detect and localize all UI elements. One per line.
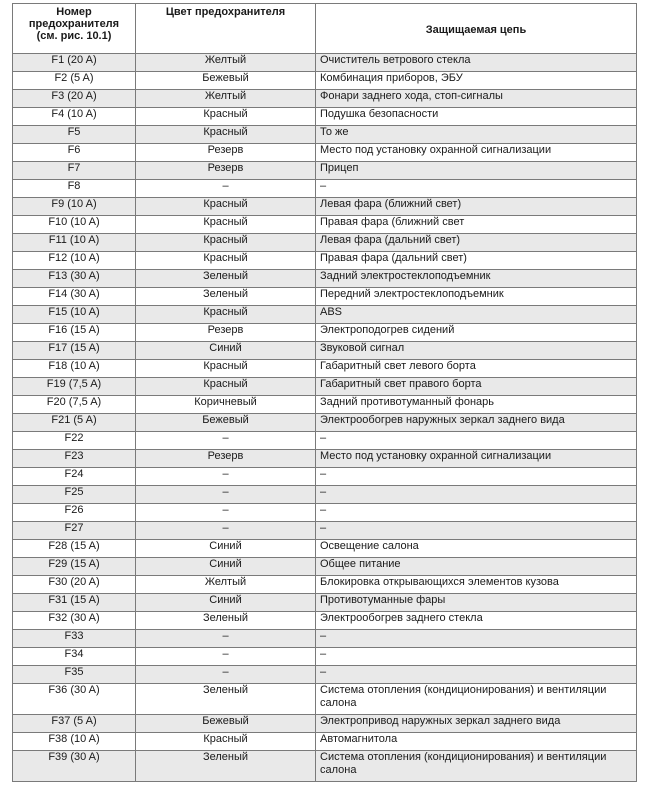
fuse-number-cell: F21 (5 A) <box>13 414 136 432</box>
protected-circuit-cell: Очиститель ветрового стекла <box>316 54 637 72</box>
table-row <box>13 414 637 432</box>
fuse-number-cell: F29 (15 A) <box>13 558 136 576</box>
protected-circuit-cell: Система отопления (кондиционирования) и вентиляции салона <box>316 751 637 782</box>
protected-circuit-cell: – <box>316 648 637 666</box>
fuse-color-cell: Красный <box>136 108 316 126</box>
fuse-number-cell: F38 (10 A) <box>13 733 136 751</box>
table-row <box>13 715 637 733</box>
table-body <box>13 54 637 782</box>
table-row <box>13 540 637 558</box>
fuse-number-cell: F19 (7,5 A) <box>13 378 136 396</box>
table-row <box>13 234 637 252</box>
fuse-number-cell: F8 <box>13 180 136 198</box>
fuse-color-cell: Зеленый <box>136 288 316 306</box>
fuse-number-cell: F15 (10 A) <box>13 306 136 324</box>
fuse-number-cell: F33 <box>13 630 136 648</box>
fuse-number-cell: F37 (5 A) <box>13 715 136 733</box>
protected-circuit-cell: Левая фара (ближний свет) <box>316 198 637 216</box>
protected-circuit-cell: ABS <box>316 306 637 324</box>
protected-circuit-cell: Габаритный свет правого борта <box>316 378 637 396</box>
protected-circuit-cell: Противотуманные фары <box>316 594 637 612</box>
protected-circuit-cell: Задний электростеклоподъемник <box>316 270 637 288</box>
protected-circuit-cell: Блокировка открывающихся элементов кузова <box>316 576 637 594</box>
table-row <box>13 522 637 540</box>
fuse-number-cell: F13 (30 A) <box>13 270 136 288</box>
fuse-color-cell: – <box>136 432 316 450</box>
fuse-color-cell: Красный <box>136 378 316 396</box>
fuse-number-cell: F32 (30 A) <box>13 612 136 630</box>
table-row <box>13 252 637 270</box>
fuse-number-cell: F12 (10 A) <box>13 252 136 270</box>
fuse-number-cell: F27 <box>13 522 136 540</box>
fuse-number-cell: F4 (10 A) <box>13 108 136 126</box>
table-row <box>13 306 637 324</box>
fuse-color-cell: Желтый <box>136 576 316 594</box>
fuse-color-cell: Красный <box>136 126 316 144</box>
protected-circuit-cell: – <box>316 486 637 504</box>
fuse-color-cell: – <box>136 522 316 540</box>
table-row <box>13 342 637 360</box>
protected-circuit-cell: Подушка безопасности <box>316 108 637 126</box>
fuse-number-cell: F35 <box>13 666 136 684</box>
table-row <box>13 324 637 342</box>
fuse-color-cell: Желтый <box>136 90 316 108</box>
table-row <box>13 684 637 715</box>
fuse-color-cell: – <box>136 468 316 486</box>
table-row <box>13 288 637 306</box>
protected-circuit-cell: Электроподогрев сидений <box>316 324 637 342</box>
fuse-number-cell: F26 <box>13 504 136 522</box>
header-fuse-color: Цвет предохранителя <box>136 4 316 54</box>
protected-circuit-cell: Габаритный свет левого борта <box>316 360 637 378</box>
protected-circuit-cell: – <box>316 522 637 540</box>
protected-circuit-cell: Место под установку охранной сигнализации <box>316 144 637 162</box>
fuse-number-cell: F11 (10 A) <box>13 234 136 252</box>
fuse-number-cell: F7 <box>13 162 136 180</box>
fuse-color-cell: Бежевый <box>136 414 316 432</box>
fuse-color-cell: Красный <box>136 360 316 378</box>
table-row <box>13 504 637 522</box>
fuse-color-cell: – <box>136 648 316 666</box>
protected-circuit-cell: – <box>316 630 637 648</box>
table-row <box>13 54 637 72</box>
table-row <box>13 162 637 180</box>
fuse-color-cell: Красный <box>136 234 316 252</box>
fuse-color-cell: Резерв <box>136 144 316 162</box>
fuse-color-cell: – <box>136 630 316 648</box>
fuse-color-cell: Зеленый <box>136 612 316 630</box>
fuse-number-cell: F20 (7,5 A) <box>13 396 136 414</box>
fuse-color-cell: Резерв <box>136 324 316 342</box>
table-row <box>13 612 637 630</box>
protected-circuit-cell: Правая фара (дальний свет) <box>316 252 637 270</box>
fuse-color-cell: Резерв <box>136 450 316 468</box>
table-row <box>13 648 637 666</box>
protected-circuit-cell: Правая фара (ближний свет <box>316 216 637 234</box>
fuse-number-cell: F17 (15 A) <box>13 342 136 360</box>
protected-circuit-cell: – <box>316 432 637 450</box>
fuse-color-cell: Синий <box>136 540 316 558</box>
fuse-color-cell: Красный <box>136 198 316 216</box>
table-row <box>13 751 637 782</box>
protected-circuit-cell: – <box>316 666 637 684</box>
fuse-color-cell: – <box>136 486 316 504</box>
table-row <box>13 198 637 216</box>
table-row <box>13 450 637 468</box>
fuse-color-cell: Зеленый <box>136 270 316 288</box>
fuse-color-cell: Зеленый <box>136 684 316 715</box>
fuse-number-cell: F2 (5 A) <box>13 72 136 90</box>
fuse-color-cell: Красный <box>136 216 316 234</box>
fuse-number-cell: F31 (15 A) <box>13 594 136 612</box>
fuse-number-cell: F18 (10 A) <box>13 360 136 378</box>
table-row <box>13 630 637 648</box>
fuse-number-cell: F9 (10 A) <box>13 198 136 216</box>
fuse-color-cell: Синий <box>136 558 316 576</box>
fuse-color-cell: – <box>136 504 316 522</box>
fuse-color-cell: – <box>136 666 316 684</box>
fuse-number-cell: F25 <box>13 486 136 504</box>
table-row <box>13 468 637 486</box>
fuse-color-cell: Коричневый <box>136 396 316 414</box>
fuse-number-cell: F3 (20 A) <box>13 90 136 108</box>
table-row <box>13 594 637 612</box>
fuse-number-cell: F1 (20 A) <box>13 54 136 72</box>
table-row <box>13 360 637 378</box>
fuse-color-cell: Красный <box>136 252 316 270</box>
fuse-color-cell: Красный <box>136 306 316 324</box>
table-row <box>13 216 637 234</box>
protected-circuit-cell: Освещение салона <box>316 540 637 558</box>
table-row <box>13 486 637 504</box>
table-row <box>13 144 637 162</box>
table-row <box>13 396 637 414</box>
fuse-number-cell: F22 <box>13 432 136 450</box>
protected-circuit-cell: То же <box>316 126 637 144</box>
protected-circuit-cell: Автомагнитола <box>316 733 637 751</box>
fuse-number-cell: F23 <box>13 450 136 468</box>
protected-circuit-cell: Комбинация приборов, ЭБУ <box>316 72 637 90</box>
fuse-number-cell: F39 (30 A) <box>13 751 136 782</box>
table-row <box>13 90 637 108</box>
fuse-number-cell: F36 (30 A) <box>13 684 136 715</box>
table-header <box>13 4 637 54</box>
protected-circuit-cell: – <box>316 504 637 522</box>
fuse-color-cell: – <box>136 180 316 198</box>
header-protected-circuit: Защищаемая цепь <box>316 4 637 54</box>
table-row <box>13 378 637 396</box>
protected-circuit-cell: – <box>316 180 637 198</box>
table-row <box>13 432 637 450</box>
fuse-color-cell: Красный <box>136 733 316 751</box>
protected-circuit-cell: Электропривод наружных зеркал заднего вида <box>316 715 637 733</box>
fuse-number-cell: F10 (10 A) <box>13 216 136 234</box>
fuse-color-cell: Синий <box>136 594 316 612</box>
fuse-color-cell: Резерв <box>136 162 316 180</box>
protected-circuit-cell: Левая фара (дальний свет) <box>316 234 637 252</box>
protected-circuit-cell: Задний противотуманный фонарь <box>316 396 637 414</box>
protected-circuit-cell: Электрообогрев заднего стекла <box>316 612 637 630</box>
protected-circuit-cell: Место под установку охранной сигнализации <box>316 450 637 468</box>
protected-circuit-cell: Электрообогрев наружных зеркал заднего вида <box>316 414 637 432</box>
fuse-number-cell: F6 <box>13 144 136 162</box>
fuse-color-cell: Бежевый <box>136 72 316 90</box>
protected-circuit-cell: – <box>316 468 637 486</box>
header-fuse-number: Номер предохранителя (см. рис. 10.1) <box>13 4 136 54</box>
fuse-number-cell: F5 <box>13 126 136 144</box>
table-row <box>13 270 637 288</box>
fuse-table <box>12 3 637 782</box>
header-row <box>13 4 637 54</box>
table-row <box>13 666 637 684</box>
protected-circuit-cell: Фонари заднего хода, стоп-сигналы <box>316 90 637 108</box>
fuse-number-cell: F24 <box>13 468 136 486</box>
table-row <box>13 180 637 198</box>
protected-circuit-cell: Общее питание <box>316 558 637 576</box>
table-row <box>13 576 637 594</box>
fuse-number-cell: F28 (15 A) <box>13 540 136 558</box>
table-row <box>13 108 637 126</box>
protected-circuit-cell: Звуковой сигнал <box>316 342 637 360</box>
fuse-color-cell: Желтый <box>136 54 316 72</box>
table-row <box>13 126 637 144</box>
fuse-number-cell: F14 (30 A) <box>13 288 136 306</box>
protected-circuit-cell: Система отопления (кондиционирования) и вентиляции салона <box>316 684 637 715</box>
fuse-color-cell: Синий <box>136 342 316 360</box>
protected-circuit-cell: Прицеп <box>316 162 637 180</box>
fuse-color-cell: Бежевый <box>136 715 316 733</box>
table-row <box>13 558 637 576</box>
fuse-number-cell: F16 (15 A) <box>13 324 136 342</box>
table-row <box>13 72 637 90</box>
table-row <box>13 733 637 751</box>
fuse-color-cell: Зеленый <box>136 751 316 782</box>
fuse-number-cell: F34 <box>13 648 136 666</box>
fuse-number-cell: F30 (20 A) <box>13 576 136 594</box>
protected-circuit-cell: Передний электростеклоподъемник <box>316 288 637 306</box>
